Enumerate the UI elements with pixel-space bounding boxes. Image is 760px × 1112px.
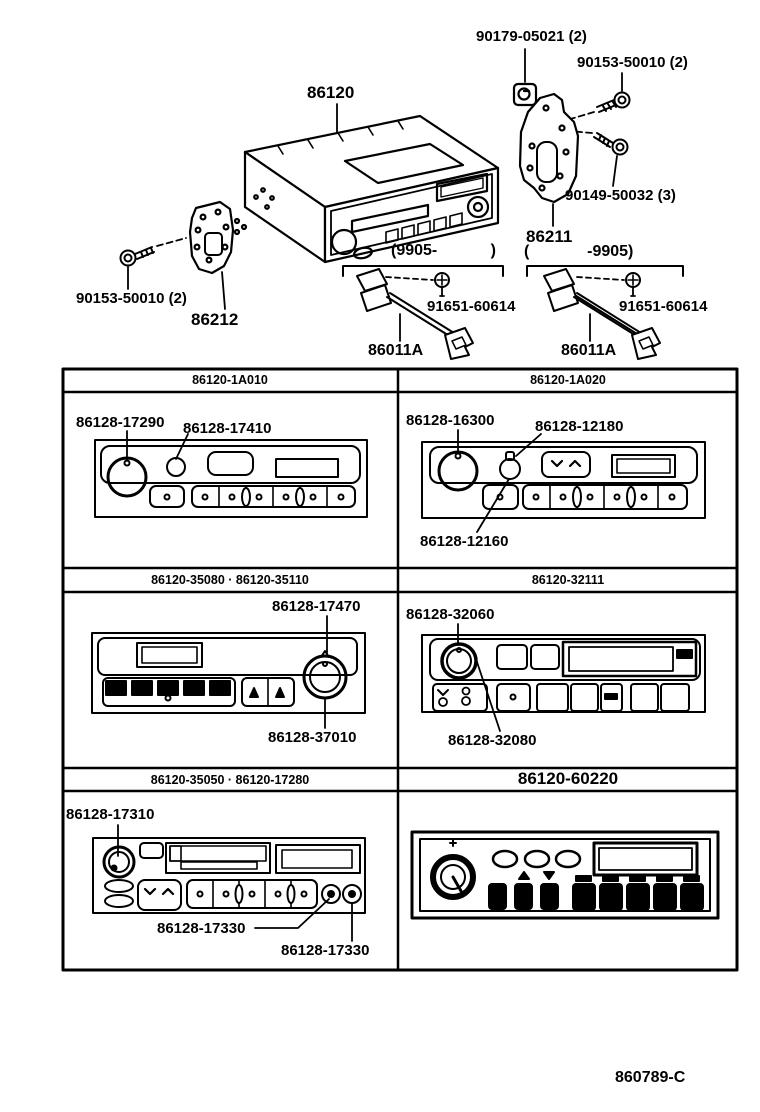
receiver-drawing — [235, 116, 498, 262]
drawing-code: 860789-C — [615, 1069, 686, 1086]
table-header-60220: 86120-60220 — [517, 769, 619, 788]
receiver-label: 86120 — [307, 83, 355, 102]
bracket-left-drawing — [190, 202, 233, 273]
part-label-12180: 86128-12180 — [535, 418, 624, 435]
radio-35080-drawing — [92, 633, 365, 713]
harness-early-wire-label: 86011A — [561, 342, 617, 359]
part-label-17290: 86128-17290 — [76, 414, 165, 431]
part-label-37010: 86128-37010 — [268, 729, 357, 746]
part-label-17330-b: 86128-17330 — [281, 942, 370, 959]
harness-late-wire-label: 86011A — [368, 342, 424, 359]
table-header-32111: 86120-32111 — [531, 573, 605, 587]
range-early-label: ( -9905) — [524, 243, 634, 260]
part-label-12160: 86128-12160 — [420, 533, 509, 550]
radio-35050-drawing — [93, 838, 365, 913]
clip-part-label: 90179-05021 (2) — [476, 28, 587, 45]
part-label-17330-a: 86128-17330 — [157, 920, 246, 937]
radio-1a010-drawing — [95, 440, 367, 517]
bracket-right-label: 86211 — [526, 227, 573, 246]
part-label-16300: 86128-16300 — [406, 412, 495, 429]
bolt-left-drawing — [121, 238, 187, 266]
bracket-left-label: 86212 — [191, 310, 239, 329]
part-label-17470: 86128-17470 — [272, 598, 361, 615]
screw-left-label: 90153-50010 (2) — [76, 290, 187, 307]
harness-early-screw-label: 91651-60614 — [619, 298, 708, 315]
part-label-32080: 86128-32080 — [448, 732, 537, 749]
table-header-1a020: 86120-1A020 — [530, 373, 606, 387]
radio-1a020-drawing — [422, 442, 705, 518]
part-label-17410: 86128-17410 — [183, 420, 272, 437]
part-label-17310: 86128-17310 — [66, 806, 155, 823]
clip-drawing — [514, 84, 536, 105]
part-label-32060: 86128-32060 — [406, 606, 495, 623]
screw-side-label: 90149-50032 (3) — [565, 187, 676, 204]
radio-32111-drawing — [422, 635, 705, 712]
radio-60220-drawing — [412, 832, 718, 918]
range-late-label: (9905- ) — [391, 242, 496, 259]
screw-top-label: 90153-50010 (2) — [577, 54, 688, 71]
bracket-right-drawing — [520, 94, 578, 202]
table-header-35050: 86120-35050 · 86120-17280 — [150, 773, 310, 787]
table-header-1a010: 86120-1A010 — [192, 373, 268, 387]
table-header-35080: 86120-35080 · 86120-35110 — [151, 573, 309, 587]
harness-late-screw-label: 91651-60614 — [427, 298, 516, 315]
